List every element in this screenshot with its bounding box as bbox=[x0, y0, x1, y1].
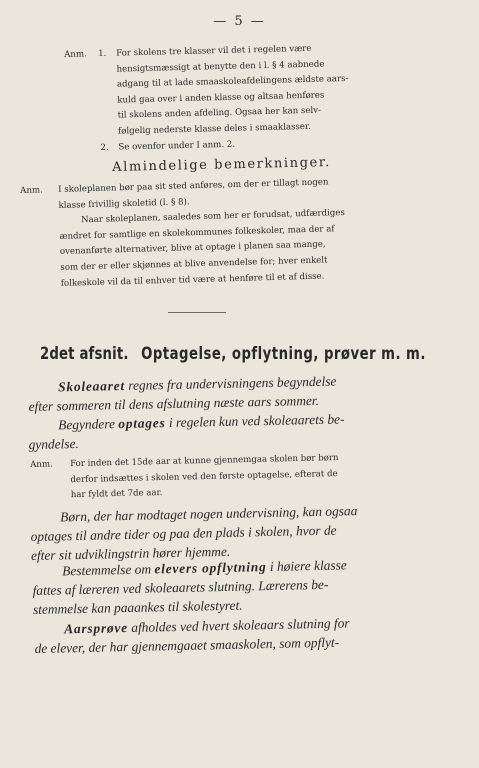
note-line: til skolens anden afdeling. Ogsaa her kan selv- bbox=[117, 105, 322, 121]
remarks-heading: Almindelige bemerkninger. bbox=[112, 155, 332, 175]
note-line: ændret for samtlige en skolekommunes folkeskoler, maa der af bbox=[59, 224, 335, 242]
note-1-text bbox=[116, 41, 350, 140]
note-line: adgang til at lade smaaskoleafdelingens ældste aars- bbox=[116, 74, 349, 90]
paragraph-opflytning bbox=[32, 555, 348, 619]
admission-note-text bbox=[70, 451, 339, 504]
note-line: følgelig nederste klasse deles i smaaklasser. bbox=[117, 121, 311, 137]
text-line: Bestemmelse om bbox=[62, 561, 155, 579]
note-line: Se ovenfor under I anm. 2. bbox=[118, 139, 236, 153]
section-number: 2det afsnit. bbox=[40, 344, 129, 364]
text-line: stemmelse kan paaankes til skolestyret. bbox=[32, 597, 243, 617]
note-label: Anm. bbox=[30, 459, 53, 470]
note-line: klasse frivillig skoletid (l. § 8). bbox=[58, 196, 190, 211]
remarks-text bbox=[58, 175, 347, 292]
text-line: regnes fra undervisningens begyndelse bbox=[124, 373, 337, 393]
note-line: ovenanførte alternativer, blive at optage i planen saa mange, bbox=[59, 239, 326, 258]
text-line: fattes af læreren ved skoleaarets slutning. Lærerens be- bbox=[32, 576, 329, 598]
note-line: derfor indsættes i skolen ved den første optagelse, efterat de bbox=[70, 468, 338, 485]
text-line: de elever, der har gjennemgaaet smaaskolen, som opflyt- bbox=[34, 634, 340, 656]
top-notes bbox=[58, 38, 461, 158]
text-line: efter sit udviklingstrin hører hjemme. bbox=[30, 543, 231, 563]
section-title bbox=[40, 344, 434, 364]
page-number: — 5 — bbox=[213, 14, 266, 29]
note-number: 2. bbox=[100, 142, 109, 153]
text-line: efter sommeren til dens afslutning næste aars sommer. bbox=[28, 392, 320, 414]
emphasis: Skoleaaret bbox=[58, 377, 126, 395]
paragraph-begyndere bbox=[28, 409, 345, 454]
note-label: Anm. bbox=[64, 49, 87, 60]
note-2-text bbox=[118, 138, 235, 156]
text-line: afholdes ved hvert skoleaars slutning for bbox=[127, 615, 350, 636]
note-line: har fyldt det 7de aar. bbox=[70, 488, 163, 501]
note-line: hensigtsmæssigt at benytte den i l. § 4 aabnede bbox=[116, 59, 325, 75]
note-label: Anm. bbox=[20, 185, 43, 196]
paragraph-skoleaaret bbox=[28, 372, 337, 416]
text-line: i regelen kun ved skoleaarets be- bbox=[165, 411, 345, 431]
text-line: Børn, der har modtaget nogen undervisning, kan ogsaa bbox=[60, 503, 358, 525]
note-line: For skolens tre klasser vil det i regelen være bbox=[116, 43, 312, 59]
note-line: folkeskole vil da til enhver tid være at henføre til et af disse. bbox=[60, 271, 325, 289]
note-line: I skoleplanen bør paa sit sted anføres, om der er tillagt nogen bbox=[58, 177, 329, 195]
note-number: 1. bbox=[98, 48, 107, 60]
note-line: kuld gaa over i anden klasse og altsaa henføres bbox=[117, 90, 325, 106]
text-line: i høiere klasse bbox=[266, 557, 347, 575]
section-divider bbox=[168, 312, 226, 313]
section-heading: Optagelse, opflytning, prøver m. m. bbox=[141, 344, 426, 364]
text-line: optages til andre tider og paa den plads i skolen, hvor de bbox=[30, 522, 337, 544]
emphasis: elevers opflytning bbox=[154, 559, 267, 577]
text-line: gyndelse. bbox=[28, 435, 79, 452]
note-line: For inden det 15de aar at kunne gjennemgaa skolen bør børn bbox=[70, 453, 339, 470]
emphasis: optages bbox=[118, 415, 166, 432]
note-line: Naar skoleplanen, saaledes som her er forudsat, udfærdiges bbox=[80, 208, 345, 226]
text-line: Begyndere bbox=[58, 416, 119, 433]
emphasis: Aarsprøve bbox=[64, 620, 129, 637]
paragraph-aarsproeve bbox=[34, 613, 350, 658]
note-line: som der er eller skjønnes at blive anvendelse for; hver enkelt bbox=[60, 255, 328, 273]
remarks-note bbox=[20, 172, 463, 294]
